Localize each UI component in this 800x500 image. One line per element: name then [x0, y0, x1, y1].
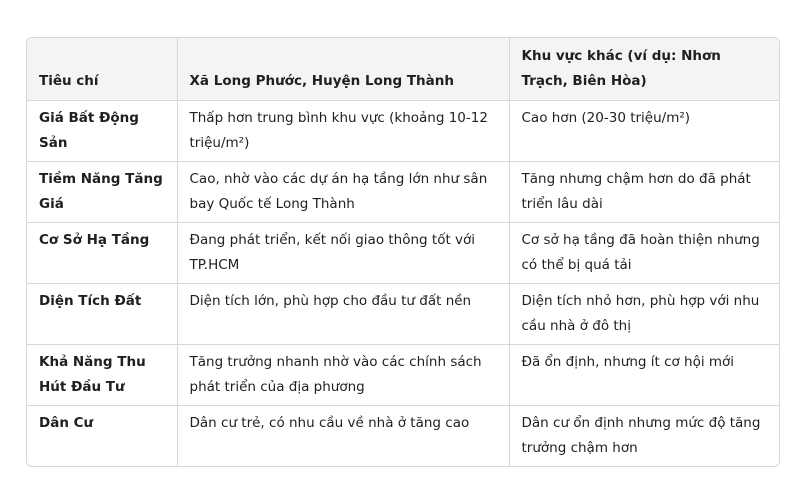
- long-phuoc-cell: Thấp hơn trung bình khu vực (khoảng 10-12 triệu/m²): [177, 101, 509, 162]
- table-row: [27, 406, 779, 467]
- table-row: [27, 101, 779, 162]
- other-area-cell: Cao hơn (20-30 triệu/m²): [509, 101, 779, 162]
- long-phuoc-cell: Tăng trưởng nhanh nhờ vào các chính sách phát triển của địa phương: [177, 345, 509, 406]
- header-long-phuoc: Xã Long Phước, Huyện Long Thành: [177, 38, 509, 101]
- long-phuoc-cell: Đang phát triển, kết nối giao thông tốt với TP.HCM: [177, 223, 509, 284]
- table-header: [27, 38, 779, 101]
- criteria-cell: Dân Cư: [27, 406, 177, 467]
- criteria-cell: Giá Bất Động Sản: [27, 101, 177, 162]
- other-area-cell: Dân cư ổn định nhưng mức độ tăng trưởng chậm hơn: [521, 415, 761, 456]
- long-phuoc-cell: Diện tích lớn, phù hợp cho đầu tư đất nền: [177, 284, 509, 345]
- table-row: [27, 345, 779, 406]
- criteria-cell: Diện Tích Đất: [27, 284, 177, 345]
- criteria-cell: Khả Năng Thu Hút Đầu Tư: [27, 345, 177, 406]
- other-area-cell: Đã ổn định, nhưng ít cơ hội mới: [509, 345, 779, 406]
- comparison-table-container: [26, 37, 780, 467]
- other-area-cell: Cơ sở hạ tầng đã hoàn thiện nhưng có thể bị quá tải: [509, 223, 779, 284]
- long-phuoc-cell: Dân cư trẻ, có nhu cầu về nhà ở tăng cao: [177, 406, 509, 467]
- header-other-areas: Khu vực khác (ví dụ: Nhơn Trạch, Biên Hòa): [509, 38, 779, 101]
- criteria-cell: Cơ Sở Hạ Tầng: [27, 223, 177, 284]
- long-phuoc-cell: Cao, nhờ vào các dự án hạ tầng lớn như sân bay Quốc tế Long Thành: [177, 162, 509, 223]
- table-body: [27, 101, 779, 467]
- table-row: [27, 223, 779, 284]
- header-criteria: Tiêu chí: [27, 38, 177, 101]
- other-area-cell: Diện tích nhỏ hơn, phù hợp với nhu cầu nhà ở đô thị: [509, 284, 779, 345]
- other-area-cell: Tăng nhưng chậm hơn do đã phát triển lâu dài: [509, 162, 779, 223]
- header-row: [27, 38, 779, 101]
- comparison-table: [27, 38, 779, 466]
- table-row: [27, 284, 779, 345]
- criteria-cell: Tiềm Năng Tăng Giá: [27, 162, 177, 223]
- table-row: [27, 162, 779, 223]
